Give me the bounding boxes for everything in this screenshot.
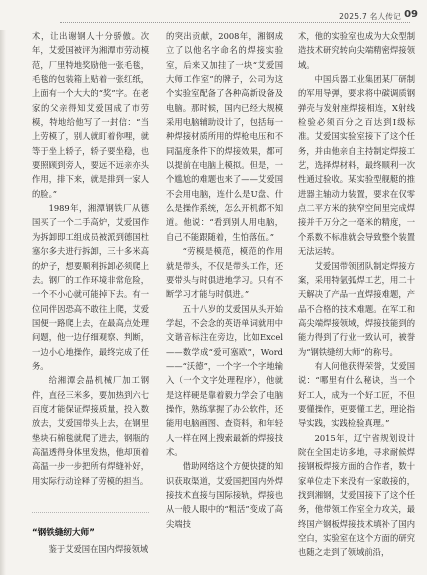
text-column-1	[32, 29, 149, 519]
paragraph: 五十八岁的艾爱国从头开始学起，不会念的英语单词就用中文谐音标注在旁边，比如Excel——数学成“爱可塞欧”，Word——“沃德”，一个字一个字地输入（一个文字处理程序），他就是这样硬是靠着毅力学会了电脑操作，熟练掌握了办公软件，还能用电脑画图、查资料，和年轻人一样在网上搜索最新的焊接技术。	[166, 303, 283, 457]
header-section: 名人传记	[369, 12, 401, 21]
paragraph: 术，他的实验室也成为大众型制造技术研究转向尖端精密焊接领域。	[298, 31, 415, 70]
paragraph: 的突出贡献，2008年，湘钢成立了以他名字命名的焊接实验室，后来又加挂了一块“艾爱国大师工作室”的牌子，公司为这个实验室配备了各种高新设备及电脑。那时候，国内已经大规模采用电脑辅助设计了，包括每一种焊接材质所用的焊枪电压和不同温度条件下的焊接效果，都可以提前在电脑上模拟。但是，一个尴尬的难题也来了——艾爱国不会用电脑，连什么是U盘、什么是操作系统，怎么开机都不知道。他说：“看到别人用电脑，自己不能跟随着，生怕落伍。”	[166, 31, 283, 242]
page-spine-shadow	[0, 30, 6, 575]
paragraph: 鉴于艾爱国在国内焊接领域	[48, 544, 149, 554]
paragraph: 给湘潭会晶机械厂加工钢件，直径三米多，要加热到六七百度才能保证焊接质量，投入数放去，艾爱国带头上去，在钢里垫块石棉毯就爬了进去，钢瓶的高温透得身体里发热，他却顶着高温一步一步把所有焊缝补好，用实际行动诠释了劳模的担当。	[32, 375, 149, 486]
page-number: 09	[404, 9, 418, 20]
header-issue-section	[339, 11, 401, 22]
text-column-3	[298, 29, 415, 574]
paragraph: 借助网络这个方便快捷的知识获取渠道，艾爱国把国内外焊接技术直接与国际接轨，焊接也从一般人眼中的“粗活”变成了高尖端技	[166, 461, 283, 529]
paragraph: 术，让出谢钢人十分骄傲。次年，艾爱国被评为湘潭市劳动模范，厂里特地奖励他一张毛毯，毛毯的包装箱上贴着一张红纸，上面有一个大大的“奖”字。在老家的父亲得知艾爱国成了市劳模，特地给他写了一封信：“当上劳模了，别人就盯着你哩，就等于坐上轿子，轿子要坐稳，也要照顾到旁人，要远不远亲亦头作用，排下来，就是排到一家人的脸。”	[32, 31, 149, 199]
paragraph: 1989年，湘潭钢铁厂从德国买了一个二手高炉，艾爱国作为拆卸即工组成员被派到德国杜塞尔多夫进行拆卸，三十多米高的炉子，想要顺利拆卸必须爬上去。钢厂的工作环境非常危险，一个不小心就可能掉下去。有一位同伴因恐高不敢往上爬，艾爱国便一路爬上去，在最高点处理问题，他一边仔细观察、判断，一边小心地操作，最终完成了任务。	[32, 203, 149, 371]
header-divider	[60, 22, 410, 24]
paragraph: 艾爱国带领团队制定焊接方案，采用特氩弧焊工艺，用二十天解决了产品一直焊接难题，产品不合格的技术难题。在军工和高尖端焊接领域，焊接技能到的能力得到了行业一致认可，被誉为“钢铁缝纫大师”的称号。	[298, 260, 415, 357]
paragraph: “劳模是模范，模范的作用就是带头，不仅是带头工作，还要带头与时俱进地学习。只有不断学习才能与时俱进。”	[166, 246, 283, 300]
paragraph: 有人问他获得荣誉，艾爱国说：“哪里有什么秘诀，当一个好工人，成为一个好工匠，不但要懂操作，更要懂工艺，理论指导实践，实践检验真理。”	[298, 360, 415, 429]
section-divider	[32, 512, 149, 514]
text-column-2	[166, 29, 283, 574]
section-block	[32, 520, 149, 556]
section-title: “钢铁缝纫大师”	[32, 528, 95, 538]
paragraph: 2015年，辽宁省规划设计院在全国走访多地，寻求耐候焊接钢板焊接方面的合作者，数十家单位走下来没有一家敢接的，找到湘钢，艾爱国接下了这个任务，他带领工作室全力攻关，最终国产钢板焊接技术填补了国内空白，实验室在这个方面的研究也随之走到了领域前沿，	[298, 432, 415, 558]
page-header	[0, 0, 427, 24]
header-issue: 2025.7	[339, 12, 368, 21]
paragraph: 中国兵器工业集团某厂研制的军用导弹，要求将中碳调质钢弹壳与发射座焊接相连，X射线检验必须百分之百达到I级标准。艾爱国实验室接下了这个任务，并由他亲自主持制定焊接工艺，选择焊材料，最终顺利一次性通过验收。某实验型舰艇的推进器主轴动力装置，要求在仅零点二平方米的狭窄空间里完成焊接并千万分之一毫米的精度，一个系数不标准就会导致整个装置无法运转。	[298, 74, 415, 257]
